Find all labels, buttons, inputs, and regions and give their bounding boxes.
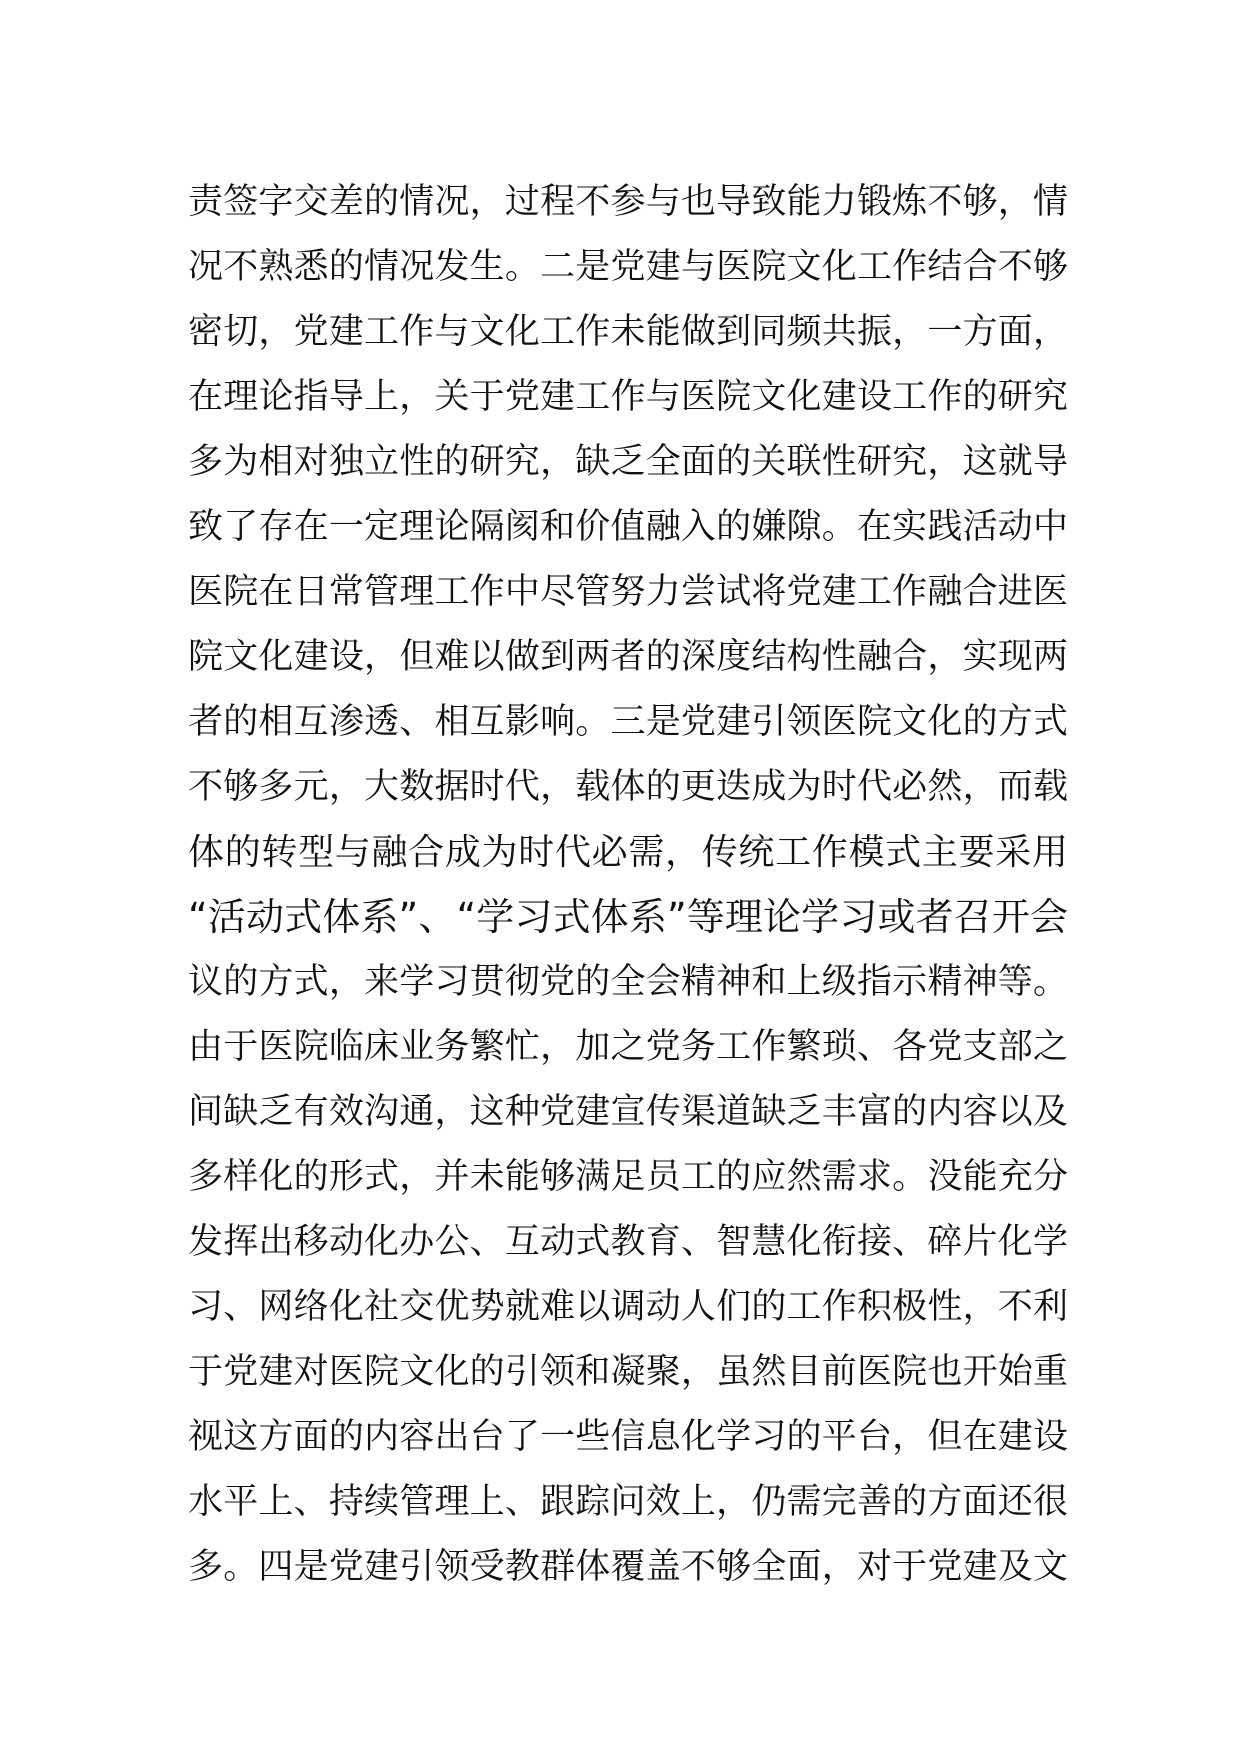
text-line: 致了存在一定理论隔阂和价值融入的嫌隙。在实践活动中 [188, 507, 1068, 547]
text-line: 议的方式，来学习贯彻党的全会精神和上级指示精神等。 [188, 962, 1068, 1002]
text-line: 视这方面的内容出台了一些信息化学习的平台，但在建设 [188, 1417, 1068, 1457]
text-line: 者的相互渗透、相互影响。三是党建引领医院文化的方式 [188, 702, 1068, 742]
text-line: 多。四是党建引领受教群体覆盖不够全面，对于党建及文 [188, 1547, 1068, 1587]
text-line: 责签字交差的情况，过程不参与也导致能力锻炼不够，情 [188, 182, 1068, 222]
text-line: 多为相对独立性的研究，缺乏全面的关联性研究，这就导 [188, 442, 1068, 482]
text-line: 医院在日常管理工作中尽管努力尝试将党建工作融合进医 [188, 572, 1068, 612]
body-text [188, 170, 1068, 1600]
text-line: 发挥出移动化办公、互动式教育、智慧化衔接、碎片化学 [188, 1222, 1068, 1262]
text-line: 体的转型与融合成为时代必需，传统工作模式主要采用 [188, 832, 1068, 873]
text-line: 习、网络化社交优势就难以调动人们的工作积极性，不利 [188, 1287, 1068, 1327]
text-line: 不够多元，大数据时代，载体的更迭成为时代必然，而载 [188, 767, 1068, 807]
text-line: 密切，党建工作与文化工作未能做到同频共振，一方面， [188, 312, 1068, 352]
text-line: 多样化的形式，并未能够满足员工的应然需求。没能充分 [188, 1157, 1068, 1197]
text-line: “活动式体系”、“学习式体系”等理论学习或者召开会 [188, 895, 1068, 939]
text-line: 水平上、持续管理上、跟踪问效上，仍需完善的方面还很 [188, 1482, 1068, 1522]
text-line: 院文化建设，但难以做到两者的深度结构性融合，实现两 [188, 637, 1068, 677]
text-line: 在理论指导上，关于党建工作与医院文化建设工作的研究 [188, 377, 1068, 417]
text-line: 况不熟悉的情况发生。二是党建与医院文化工作结合不够 [188, 247, 1068, 287]
text-line: 于党建对医院文化的引领和凝聚，虽然目前医院也开始重 [188, 1352, 1068, 1392]
text-line: 由于医院临床业务繁忙，加之党务工作繁琐、各党支部之 [188, 1027, 1068, 1067]
text-line: 间缺乏有效沟通，这种党建宣传渠道缺乏丰富的内容以及 [188, 1092, 1068, 1132]
